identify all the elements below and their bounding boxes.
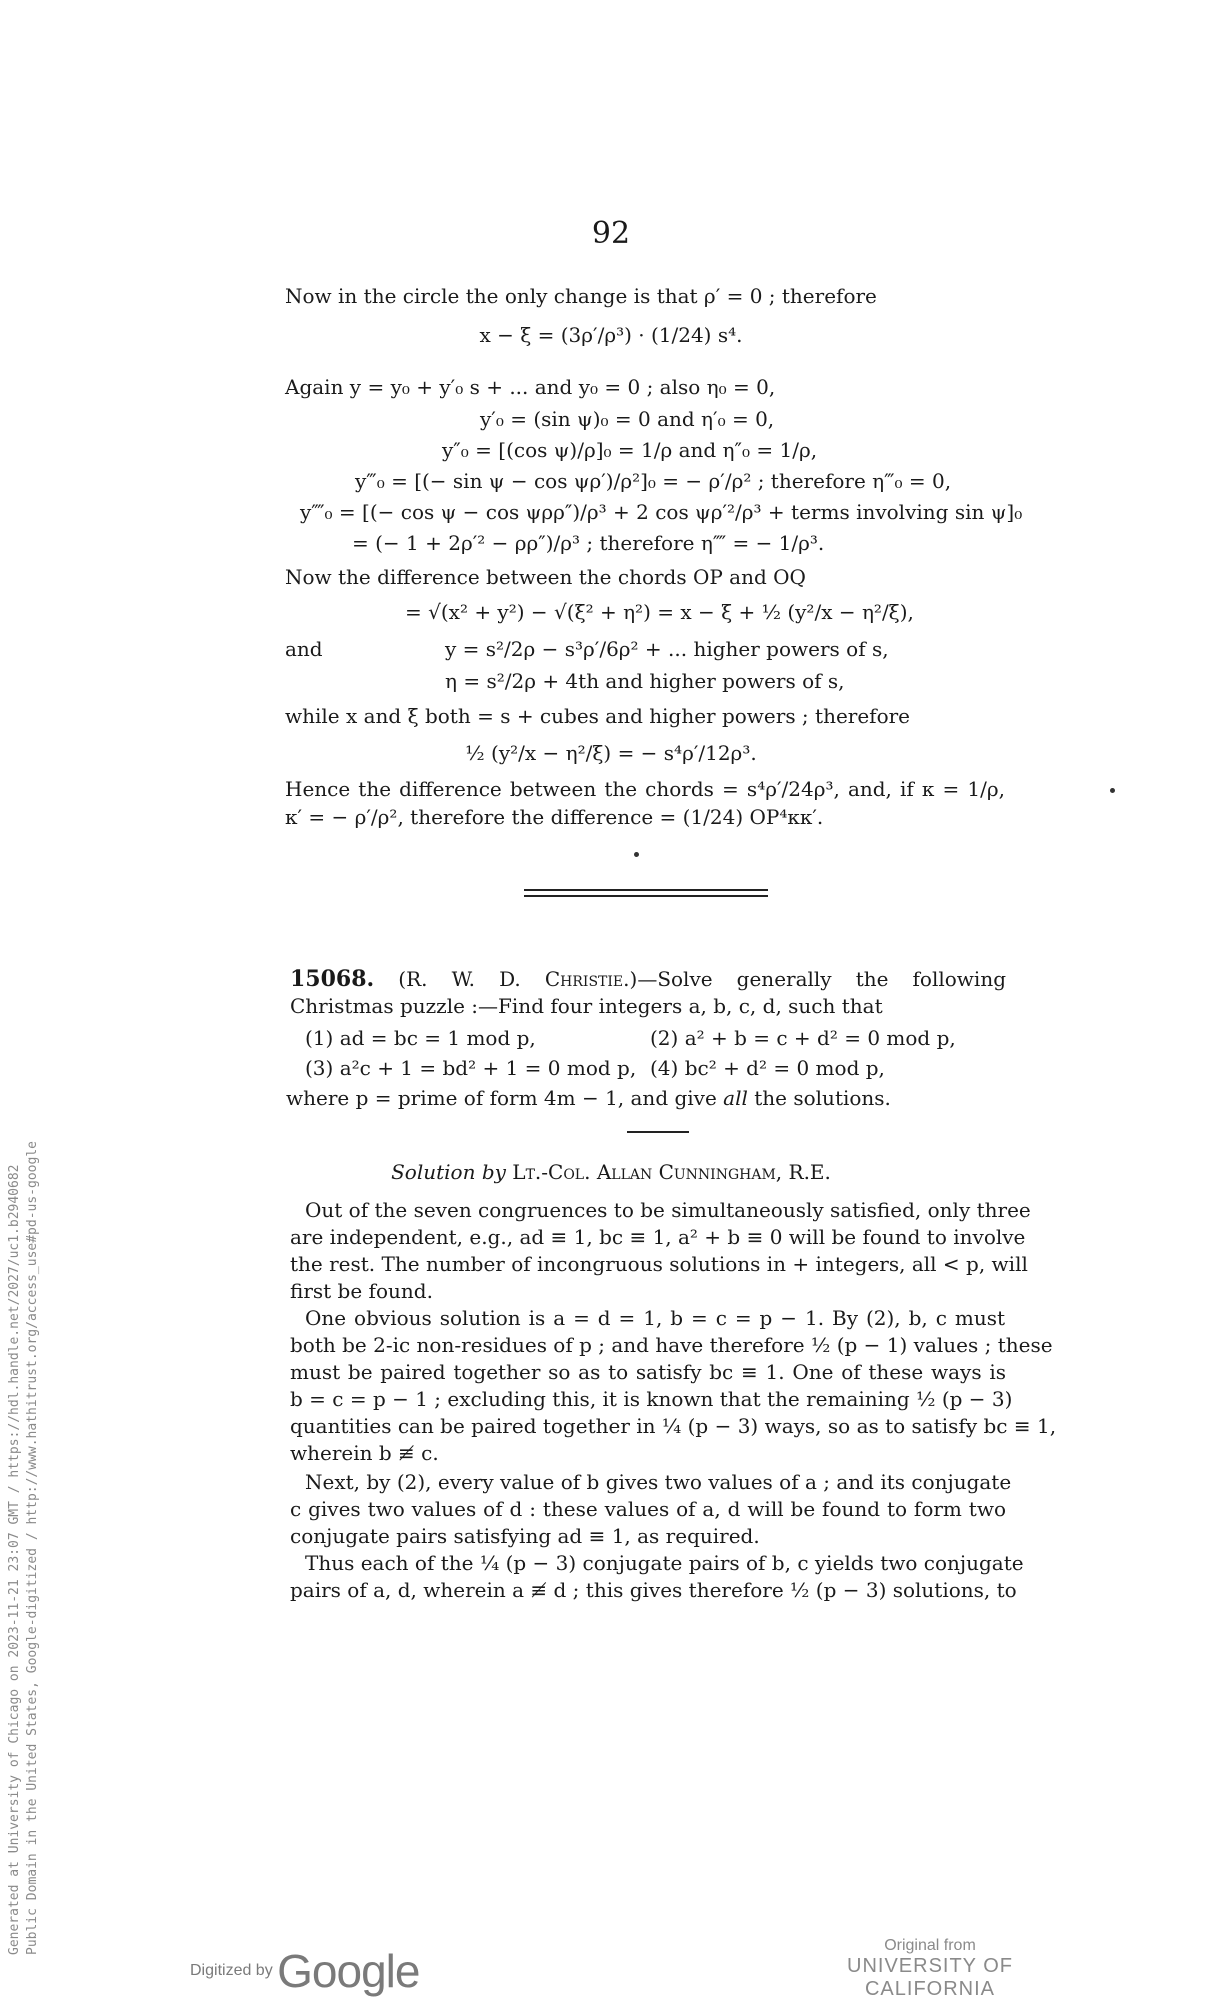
problem-line (286, 1085, 891, 1111)
problem-where-emphasis: all (723, 1086, 748, 1110)
digitized-by-label: Digitized by (190, 1962, 273, 1979)
original-from (790, 1937, 1070, 2001)
solution-line: are independent, e.g., ad ≡ 1, bc ≡ 1, a² + b ≡ 0 will be found to involve (290, 1225, 1026, 1249)
equation: = √(x² + y²) − √(ξ² + η²) = x − ξ + ½ (y²/x − η²/ξ), (405, 600, 914, 624)
problem-number: 15068. (290, 966, 375, 992)
derivation-line: Now the difference between the chords OP and OQ (285, 565, 806, 589)
problem-where: where p = prime of form 4m − 1, and give (286, 1086, 724, 1110)
equation: y⁗₀ = [(− cos ψ − cos ψρρ″)/ρ³ + 2 cos ψρ′²/ρ³ + terms involving sin ψ]₀ (300, 500, 1023, 524)
derivation-line: Again y = y₀ + y′₀ s + ... and y₀ = 0 ; also η₀ = 0, (285, 375, 776, 399)
equation: y″₀ = [(cos ψ)/ρ]₀ = 1/ρ and η″₀ = 1/ρ, (442, 438, 818, 462)
derivation-line: Hence the difference between the chords = s⁴ρ′/24ρ³, and, if κ = 1/ρ, (285, 777, 1005, 801)
solution-line: must be paired together so as to satisfy bc ≡ 1. One of these ways is (290, 1360, 1006, 1384)
watermark-line: Public Domain in the United States, Google-digitized / http://www.hathitrust.org/access_use#pd-us-google (25, 1141, 40, 1955)
solution-line: Thus each of the ¼ (p − 3) conjugate pairs of b, c yields two conjugate (305, 1551, 1024, 1575)
stray-dot (634, 852, 639, 857)
problem-intro: —Solve generally the following (637, 967, 1007, 991)
university-name: UNIVERSITY OF CALIFORNIA (847, 1955, 1013, 2000)
problem-line: Christmas puzzle :—Find four integers a, b, c, d, such that (290, 994, 883, 1018)
google-logo: Google (277, 1945, 420, 1997)
derivation-line: while x and ξ both = s + cubes and higher powers ; therefore (285, 704, 911, 728)
solution-by: Solution by (391, 1160, 506, 1184)
equation: y′₀ = (sin ψ)₀ = 0 and η′₀ = 0, (480, 407, 775, 431)
separator-rule (524, 889, 768, 891)
solution-line: first be found. (290, 1279, 433, 1303)
problem-author: (R. W. D. Christie.) (398, 967, 638, 991)
watermark-line: Generated at University of Chicago on 2023-11-21 23:07 GMT / https://hdl.handle.net/2027/uc1.b2940682 (7, 1164, 22, 1955)
solution-line: conjugate pairs satisfying ad ≡ 1, as required. (290, 1524, 760, 1548)
solution-line: wherein b ≢ c. (290, 1441, 439, 1465)
solution-author: Lt.-Col. Allan Cunningham, R.E. (512, 1160, 831, 1184)
derivation-line: Now in the circle the only change is that ρ′ = 0 ; therefore (285, 284, 877, 308)
problem-where-end: the solutions. (747, 1086, 891, 1110)
solution-heading (0, 1159, 1222, 1185)
solution-line: quantities can be paired together in ¼ (p − 3) ways, so as to satisfy bc ≡ 1, (290, 1414, 1057, 1438)
digitized-by-google (190, 1944, 420, 1998)
equation: η = s²/2ρ + 4th and higher powers of s, (445, 669, 845, 693)
condition-4: (4) bc² + d² = 0 mod p, (650, 1056, 885, 1080)
separator-rule (524, 895, 768, 897)
derivation-line: κ′ = − ρ′/ρ², therefore the difference = (1/24) OP⁴κκ′. (285, 805, 824, 829)
short-separator (627, 1131, 689, 1133)
derivation-line: and (285, 637, 323, 661)
solution-line: Next, by (2), every value of b gives two values of a ; and its conjugate (305, 1470, 1012, 1494)
solution-line: One obvious solution is a = d = 1, b = c = p − 1. By (2), b, c must (305, 1306, 1005, 1330)
solution-line: pairs of a, d, wherein a ≢ d ; this gives therefore ½ (p − 3) solutions, to (290, 1578, 1017, 1602)
page-number: 92 (591, 216, 631, 251)
condition-1: (1) ad = bc = 1 mod p, (305, 1026, 536, 1050)
hathitrust-watermark (6, 955, 42, 1955)
solution-line: both be 2-ic non-residues of p ; and have therefore ½ (p − 1) values ; these (290, 1333, 1053, 1357)
problem-heading (290, 966, 1006, 992)
equation: y‴₀ = [(− sin ψ − cos ψρ′)/ρ²]₀ = − ρ′/ρ² ; therefore η‴₀ = 0, (355, 469, 952, 493)
equation: = (− 1 + 2ρ′² − ρρ″)/ρ³ ; therefore η⁗ = − 1/ρ³. (352, 531, 825, 555)
condition-3: (3) a²c + 1 = bd² + 1 = 0 mod p, (305, 1056, 637, 1080)
solution-line: Out of the seven congruences to be simultaneously satisfied, only three (305, 1198, 1031, 1222)
equation: x − ξ = (3ρ′/ρ³) · (1/24) s⁴. (479, 323, 743, 347)
solution-line: the rest. The number of incongruous solutions in + integers, all < p, will (290, 1252, 1028, 1276)
original-from-label: Original from (884, 1937, 976, 1954)
condition-2: (2) a² + b = c + d² = 0 mod p, (650, 1026, 956, 1050)
solution-line: b = c = p − 1 ; excluding this, it is known that the remaining ½ (p − 3) (290, 1387, 1013, 1411)
solution-line: c gives two values of d : these values of a, d will be found to form two (290, 1497, 1006, 1521)
stray-dot (1110, 788, 1115, 793)
equation: y = s²/2ρ − s³ρ′/6ρ² + ... higher powers of s, (445, 637, 889, 661)
equation: ½ (y²/x − η²/ξ) = − s⁴ρ′/12ρ³. (465, 741, 757, 765)
